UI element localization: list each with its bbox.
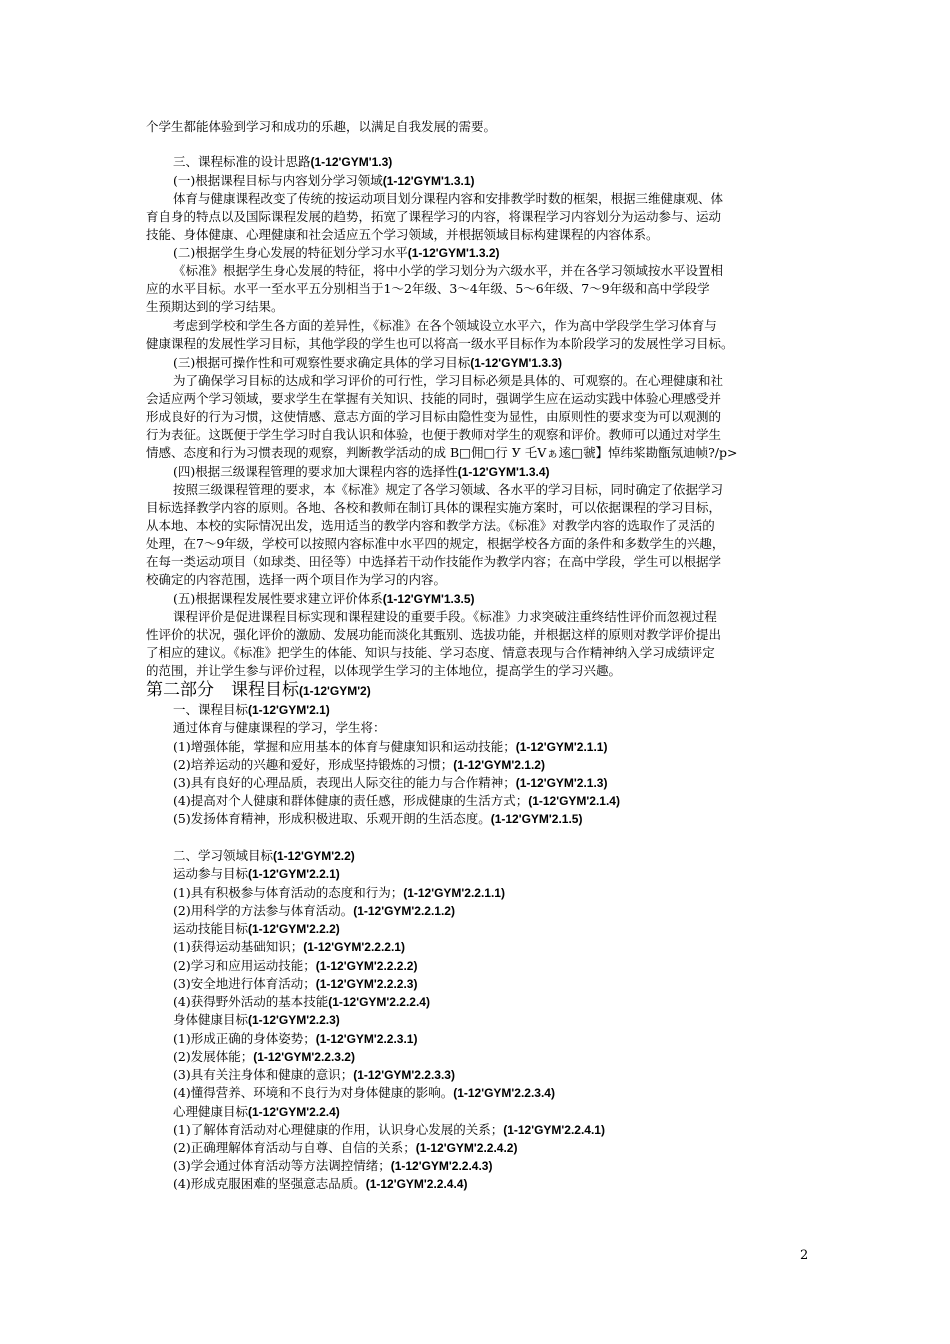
line-text: (一)根据课程目标与内容划分学习领域 xyxy=(173,173,383,188)
line-text: (2)正确理解体育活动与自尊、自信的关系； xyxy=(173,1140,416,1155)
section-code: (1-12'GYM'2.1.5) xyxy=(490,812,583,826)
line-text: 校确定的内容范围，选择一两个项目作为学习的内容。 xyxy=(146,572,447,587)
text-line xyxy=(173,1011,813,1029)
line-text: 身体健康目标 xyxy=(173,1012,249,1027)
line-text: 一、课程目标 xyxy=(173,702,249,717)
text-line xyxy=(146,662,811,679)
line-text: 在每一类运动项目（如球类、田径等）中选择若干动作技能作为教学内容；在高中学段，学生可以根据学 xyxy=(146,554,722,569)
line-text: 三、课程标准的设计思路 xyxy=(173,154,311,169)
text-line xyxy=(146,644,811,661)
line-text: 为了确保学习目标的达成和学习评价的可行性，学习目标必须是具体的、可观察的。在心理健康和社 xyxy=(173,373,724,388)
line-text: 了相应的建议。《标准》把学生的体能、知识与技能、学习态度、情意表现与合作精神纳入学习成绩评定 xyxy=(146,645,715,660)
text-line xyxy=(173,1157,813,1175)
text-line xyxy=(146,390,811,407)
line-text: 情感、态度和行为习惯表现的观察，判断教学活动的成 B□佣□行 У 乇Ⅴぁ逺□虢】悼纬桨勘甑氖迪帧?/p> xyxy=(146,445,738,460)
section-code: (1-12'GYM'1.3.5) xyxy=(382,592,475,606)
section-code: (1-12'GYM'2) xyxy=(299,684,371,698)
section-heading xyxy=(146,679,811,702)
line-text: (2)培养运动的兴趣和爱好，形成坚持锻炼的习惯； xyxy=(173,757,454,772)
text-line xyxy=(173,190,813,207)
page-number: 2 xyxy=(800,1248,809,1263)
section-code: (1-12'GYM'2.2.2.1) xyxy=(303,940,405,954)
text-line xyxy=(173,262,813,279)
text-line xyxy=(173,792,813,810)
section-code: (1-12'GYM'1.3.1) xyxy=(382,174,475,188)
line-text: 处理，在7～9年级，学校可以按照内容标准中水平四的规定，根据学校各方面的条件和多数学生的兴趣， xyxy=(146,536,725,551)
section-code: (1-12'GYM'2.2.2.2) xyxy=(315,959,418,973)
text-line xyxy=(173,993,813,1011)
line-text: 育自身的特点以及国际课程发展的趋势，拓宽了课程学习的内容，将课程学习内容划分为运动参与、运动 xyxy=(146,209,722,224)
section-code: (1-12'GYM'2.2.3.4) xyxy=(453,1086,555,1100)
line-text: 《标准》根据学生身心发展的特征，将中小学的学习划分为六级水平，并在各学习领域按水平设置相 xyxy=(173,263,724,278)
line-text: 二、学习领域目标 xyxy=(173,848,274,863)
text-line xyxy=(173,354,813,372)
line-text: 技能、身体健康、心理健康和社会适应五个学习领域，并根据领域目标构建课程的内容体系。 xyxy=(146,227,659,242)
section-code: (1-12'GYM'2.1.4) xyxy=(528,794,620,808)
line-text: 体育与健康课程改变了传统的按运动项目划分课程内容和安排教学时数的框架，根据三维健康观、体 xyxy=(173,191,724,206)
text-line xyxy=(173,1103,813,1121)
line-text: 会适应两个学习领域，要求学生在掌握有关知识、技能的同时，强调学生应在运动实践中体验心理感受并 xyxy=(146,391,722,406)
text-line xyxy=(173,463,813,481)
text-line xyxy=(173,608,813,625)
section-code: (1-12'GYM'2.1.2) xyxy=(453,758,545,772)
text-line xyxy=(146,535,811,552)
line-text: (3)学会通过体育活动等方法调控情绪； xyxy=(173,1158,391,1173)
text-line xyxy=(173,810,813,828)
line-text: (2)发展体能； xyxy=(173,1049,254,1064)
line-text: 应的水平目标。水平一至水平五分别相当于1～2年级、3～4年级、5～6年级、7～9年级和高中学段学 xyxy=(146,281,710,296)
line-text: (二)根据学生身心发展的特征划分学习水平 xyxy=(173,245,408,260)
text-line xyxy=(173,774,813,792)
line-text: (1)了解体育活动对心理健康的作用，认识身心发展的关系； xyxy=(173,1122,504,1137)
line-text: 形成良好的行为习惯，这使情感、意志方面的学习目标由隐性变为显性，由原则性的要求变为可以观测的 xyxy=(146,409,722,424)
line-text: 性评价的状况，强化评价的激励、发展功能而淡化其甄别、选拔功能，并根据这样的原则对教学评价提出 xyxy=(146,627,722,642)
section-code: (1-12'GYM'1.3.2) xyxy=(407,246,500,260)
text-line xyxy=(173,372,813,389)
section-code: (1-12'GYM'2.2.1) xyxy=(248,867,340,881)
line-text: 从本地、本校的实际情况出发，选用适当的教学内容和教学方法。《标准》对教学内容的选取作了灵活的 xyxy=(146,518,715,533)
text-line xyxy=(173,884,813,902)
line-text: (四)根据三级课程管理的要求加大课程内容的选择性 xyxy=(173,464,458,479)
text-line xyxy=(146,335,811,352)
text-line xyxy=(173,938,813,956)
section-code: (1-12'GYM'2.2.1.1) xyxy=(403,886,505,900)
line-text: (2)用科学的方法参与体育活动。 xyxy=(173,903,354,918)
section-code: (1-12'GYM'2.2.2) xyxy=(248,922,340,936)
text-line xyxy=(173,701,813,719)
section-code: (1-12'GYM'2.2.3.1) xyxy=(315,1032,418,1046)
text-line xyxy=(173,1139,813,1157)
text-line xyxy=(146,408,811,425)
text-line xyxy=(146,426,811,443)
section-code: (1-12'GYM'2.1) xyxy=(248,703,330,717)
text-line xyxy=(146,553,811,570)
section-code: (1-12'GYM'1.3) xyxy=(310,155,393,169)
section-code: (1-12'GYM'2.1.3) xyxy=(515,776,608,790)
text-line xyxy=(173,1084,813,1102)
text-line xyxy=(146,517,811,534)
section-code: (1-12'GYM'2.2.2.4) xyxy=(328,995,430,1009)
line-text: (3)具有良好的心理品质，表现出人际交往的能力与合作精神； xyxy=(173,775,516,790)
text-line xyxy=(173,481,813,498)
text-line xyxy=(173,738,813,756)
line-text: 运动技能目标 xyxy=(173,921,249,936)
line-text: 健康课程的发展性学习目标，其他学段的学生也可以将高一级水平目标作为本阶段学习的发展性学习目标。 xyxy=(146,336,734,351)
text-line xyxy=(173,719,813,736)
line-text: 目标选择教学内容的原则。各地、各校和教师在制订具体的课程实施方案时，可以依据课程的学习目标， xyxy=(146,500,722,515)
section-code: (1-12'GYM'2.2.4) xyxy=(248,1105,340,1119)
section-code: (1-12'GYM'1.3.3) xyxy=(470,356,563,370)
line-text: 行为表征。这既便于学生学习时自我认识和体验，也便于教师对学生的观察和评价。教师可以通过对学生 xyxy=(146,427,722,442)
section-code: (1-12'GYM'2.2.3.3) xyxy=(353,1068,455,1082)
text-line xyxy=(146,626,811,643)
text-line xyxy=(146,444,811,461)
line-text: 按照三级课程管理的要求，本《标准》规定了各学习领域、各水平的学习目标，同时确定了依据学习 xyxy=(173,482,724,497)
text-line xyxy=(173,590,813,608)
section-code: (1-12'GYM'2.2.4.1) xyxy=(503,1123,605,1137)
text-line xyxy=(173,920,813,938)
line-text: 的范围，并让学生参与评价过程，以体现学生学习的主体地位，提高学生的学习兴趣。 xyxy=(146,663,622,678)
section-code: (1-12'GYM'2.2) xyxy=(273,849,355,863)
text-line xyxy=(173,975,813,993)
line-text: 通过体育与健康课程的学习，学生将： xyxy=(173,720,386,735)
text-line xyxy=(173,957,813,975)
line-text: 个学生都能体验到学习和成功的乐趣，以满足自我发展的需要。 xyxy=(146,119,497,134)
text-line xyxy=(146,118,811,135)
text-line xyxy=(173,1048,813,1066)
line-text: (五)根据课程发展性要求建立评价体系 xyxy=(173,591,383,606)
section-code: (1-12'GYM'2.1.1) xyxy=(515,740,608,754)
line-text: (3)安全地进行体育活动； xyxy=(173,976,316,991)
line-text: (4)提高对个人健康和群体健康的责任感，形成健康的生活方式； xyxy=(173,793,529,808)
line-text: (4)懂得营养、环境和不良行为对身体健康的影响。 xyxy=(173,1085,454,1100)
section-code: (1-12'GYM'2.2.3) xyxy=(248,1013,340,1027)
line-text: (三)根据可操作性和可观察性要求确定具体的学习目标 xyxy=(173,355,471,370)
line-text: (3)具有关注身体和健康的意识； xyxy=(173,1067,354,1082)
text-line xyxy=(173,902,813,920)
text-line xyxy=(146,499,811,516)
line-text: (1)获得运动基础知识； xyxy=(173,939,304,954)
text-line xyxy=(146,280,811,297)
text-line xyxy=(173,317,813,334)
section-code: (1-12'GYM'2.2.1.2) xyxy=(353,904,455,918)
line-text: (1)具有积极参与体育活动的态度和行为； xyxy=(173,885,404,900)
section-code: (1-12'GYM'2.2.3.2) xyxy=(253,1050,355,1064)
text-line xyxy=(173,1066,813,1084)
text-line xyxy=(173,153,813,171)
section-code: (1-12'GYM'2.2.2.3) xyxy=(315,977,418,991)
section-code: (1-12'GYM'2.2.4.3) xyxy=(390,1159,493,1173)
text-line xyxy=(173,756,813,774)
line-text: 考虑到学校和学生各方面的差异性，《标准》在各个领域设立水平六，作为高中学段学生学习体育与 xyxy=(173,318,717,333)
line-text: 运动参与目标 xyxy=(173,866,249,881)
line-text: (4)形成克服困难的坚强意志品质。 xyxy=(173,1176,366,1191)
line-text: (4)获得野外活动的基本技能 xyxy=(173,994,329,1009)
line-text: 生预期达到的学习结果。 xyxy=(146,299,284,314)
text-line xyxy=(146,571,811,588)
line-text: (1)增强体能，掌握和应用基本的体育与健康知识和运动技能； xyxy=(173,739,516,754)
section-code: (1-12'GYM'2.2.4.4) xyxy=(365,1177,468,1191)
line-text: 心理健康目标 xyxy=(173,1104,249,1119)
text-line xyxy=(146,298,811,315)
text-line xyxy=(173,244,813,262)
line-text: (2)学习和应用运动技能； xyxy=(173,958,316,973)
text-line xyxy=(146,226,811,243)
text-line xyxy=(173,865,813,883)
line-text: 第二部分 课程目标 xyxy=(146,680,299,700)
text-line xyxy=(173,172,813,190)
section-code: (1-12'GYM'1.3.4) xyxy=(457,465,550,479)
section-code: (1-12'GYM'2.2.4.2) xyxy=(415,1141,518,1155)
line-text: (1)形成正确的身体姿势； xyxy=(173,1031,316,1046)
line-text: (5)发扬体育精神，形成积极进取、乐观开朗的生活态度。 xyxy=(173,811,491,826)
line-text: 课程评价是促进课程目标实现和课程建设的重要手段。《标准》力求突破注重终结性评价而忽视过程 xyxy=(173,609,717,624)
text-line xyxy=(173,1121,813,1139)
text-line xyxy=(173,847,813,865)
text-line xyxy=(146,208,811,225)
text-line xyxy=(173,1175,813,1193)
text-line xyxy=(173,1030,813,1048)
